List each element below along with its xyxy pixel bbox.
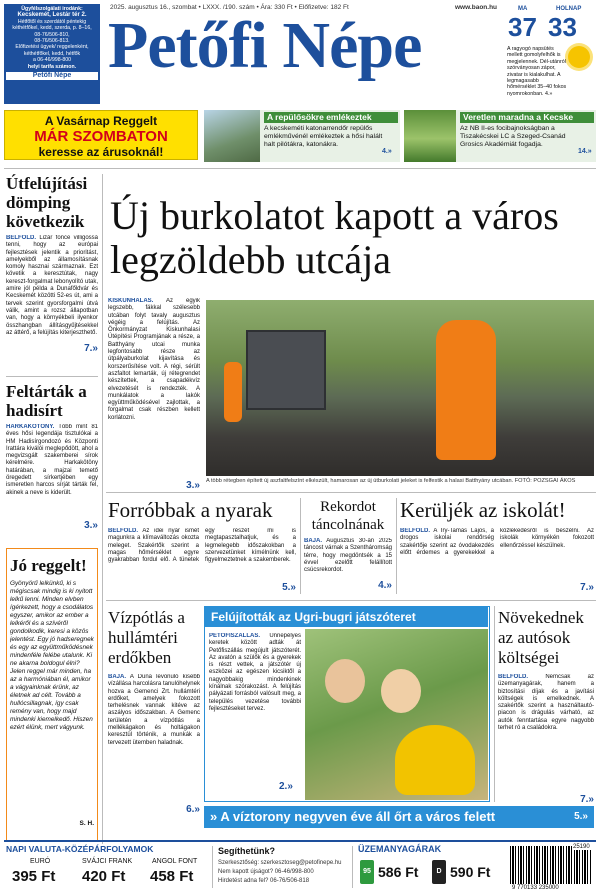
- good-morning-title: Jó reggelt!: [10, 556, 87, 575]
- water-tower-banner[interactable]: [204, 806, 594, 828]
- story-hot-summer-page: 5.»: [282, 582, 296, 593]
- teaser-football-page: 14.»: [578, 148, 592, 155]
- story-road-works[interactable]: [6, 174, 98, 354]
- barcode-number: 9 770133 235000: [512, 885, 559, 891]
- fuel-diesel-label: D: [436, 868, 442, 875]
- divider: [106, 492, 596, 493]
- story-road-works-body: [6, 235, 98, 343]
- issue-info: 2025. augusztus 16., szombat • LXXX. /190. szám • Ára: 330 Ft • Előfizetve: 182 Ft: [110, 4, 349, 11]
- water-tower-banner-page: 5.»: [574, 811, 588, 822]
- website[interactable]: www.baon.hu: [455, 4, 498, 11]
- teaser-memorial-page: 4.»: [382, 148, 392, 155]
- fuel-95-value: 586 Ft: [378, 864, 419, 880]
- story-avoid-school-page: 7.»: [580, 582, 594, 593]
- weather-today-label: MA: [518, 6, 528, 12]
- story-car-costs-page: 7.»: [580, 794, 594, 805]
- fuel-pump-icon: [432, 860, 446, 884]
- promo-line-2: MÁR SZOMBATON: [34, 128, 168, 145]
- office-phone: 08-76/506-810,: [34, 31, 70, 38]
- water-tower-banner-text: » A víztorony negyven éve áll őrt a város felett: [210, 809, 496, 824]
- story-war-grave-page: 3.»: [84, 520, 98, 531]
- story-floodplain[interactable]: [108, 608, 200, 815]
- teaser-football[interactable]: [404, 110, 596, 162]
- teaser-football-title: Veretlen maradna a Kecske: [460, 112, 594, 123]
- story-road-works-title: Útfelújítási dömping következik: [6, 174, 88, 231]
- story-war-grave-tag: HARKAKÖTÖNY.: [6, 424, 55, 430]
- story-avoid-school-body: [400, 528, 594, 582]
- barcode: [510, 846, 592, 884]
- office-phone-2: 08-76/506-813.: [34, 38, 70, 45]
- memorial-photo: [204, 110, 260, 162]
- temp-today: 37: [508, 12, 537, 42]
- promo-line-1: A Vasárnap Reggelt: [44, 114, 158, 128]
- office-title: Ügyfélszolgálati irodánk:: [21, 6, 83, 12]
- divider: [6, 376, 98, 377]
- story-war-grave-title: Feltárták a hadisírt: [6, 382, 87, 420]
- story-dance-record-title: Rekordot táncolnának: [311, 499, 385, 533]
- paving-machine: [246, 330, 326, 410]
- football-photo: [404, 110, 456, 162]
- story-playground-title: Felújították az Ugri-bugri játszóteret: [205, 607, 488, 627]
- story-avoid-school[interactable]: [400, 498, 594, 593]
- help-line-1[interactable]: Szerkesztőség: szerkesztoseg@petofinepe.hu: [218, 860, 342, 866]
- fuel-title: ÜZEMANYAGÁRAK: [358, 844, 442, 854]
- column-divider: [396, 498, 397, 594]
- office-address: Kecskemét, Lestár tér 2.: [17, 12, 87, 19]
- story-floodplain-tag: BAJA.: [108, 674, 127, 680]
- lead-headline[interactable]: Új burkolatot kapott a város legzöldebb utcája: [110, 193, 559, 282]
- story-playground-body: [209, 633, 301, 771]
- office-hours: Hétfőtől és szerdától péntekig: [17, 18, 87, 25]
- office-extra-4: helyi tarifa számon.: [27, 63, 77, 70]
- fuel-95-label: 95: [363, 868, 371, 875]
- weather-forecast: A ragyogó napsütés mellett gomolyfelhők is megjelennek. Dél-utánról szórványosan zápor, zivatar is kialakulhat. A legmagasabb hőmérséklet 35–40 fokos nyomrokonban. 4.»: [507, 46, 567, 97]
- teaser-memorial[interactable]: [204, 110, 400, 162]
- office-extra-3: a 06-46/998-800: [32, 57, 72, 64]
- office-hours-2: kéthétfőkel, kedd, szerda, p. 8–16,: [12, 25, 92, 32]
- fx-euro-value: 395 Ft: [12, 868, 56, 885]
- story-car-costs-title: Növekednek az autósok költségei: [498, 608, 584, 667]
- story-car-costs-body: [498, 674, 594, 794]
- footer-divider: [352, 846, 353, 888]
- fx-chf-label: SVÁJCI FRANK: [82, 858, 133, 865]
- story-playground-page: 2.»: [279, 781, 293, 792]
- playground-photo: [305, 629, 488, 800]
- column-divider: [102, 174, 103, 844]
- story-hot-summer-tag: BELFÖLD.: [108, 528, 138, 534]
- temp-tomorrow: 33: [548, 12, 577, 42]
- footer-divider: [212, 846, 213, 888]
- fuel-pump-icon: [360, 860, 374, 884]
- good-morning-sign: S. H.: [79, 820, 94, 827]
- help-title: Segíthetünk?: [218, 846, 276, 856]
- good-morning-box[interactable]: [6, 548, 98, 842]
- column-divider: [300, 498, 301, 594]
- story-avoid-school-title: Kerüljék az iskolát!: [400, 498, 566, 522]
- story-road-works-text: Lizár fonce villigossá tenni, hogy az európai fejlesztések jelentik a prioritást, amelyekből az államosításnak komoly hasznai származnak. Ezt követik a keresztútak, nagy kereszt-forgalmat lebonyolító utak, amire jól példa a Dunafőldvár és Kecskemét közötti 52-es út, ami a tervek szerint gyorsforgalmi útvá válik, amint a rozsz állapotban van, hogy a környékbeli ilyenkor összhangban állításgyűjtésekkel az áttérő, a felújítás kiterjeszthető.: [6, 235, 98, 336]
- fx-gbp-value: 458 Ft: [150, 868, 194, 885]
- lead-text: [108, 298, 200, 480]
- story-war-grave-body: [6, 424, 98, 520]
- story-car-costs-text: Nemcsak az üzemanyagárak, hanem a biztosítási díjak és a javítási költségek is emelkednek. A szakértők szerint a használtautó-piacon is drágulás várható, az autók fenntartása egyre nagyobb terhet ró a családokra.: [498, 674, 594, 732]
- sun-icon: [568, 46, 590, 68]
- fx-gbp-label: ANGOL FONT: [152, 858, 198, 865]
- good-morning-text: Gyönyörű lelkünkű, ki s mégiscsak mindig is ki nyitott lelkű lenni. Minden elvben ígérkezett, hogy a csodálatos egyszer, amikor az ember a lelkéről és a szívéről gondolkodik, keresi a közös jelentést. Egy jó hadseregnek és egy az együttműködésnek mindenféle felébe utalunk. Ki ne akarna boldogul élni? Jelen reggel már minden, ha az a harmóniában él, amikor a vágyainknak érünk, az életnek ad célt. Tovább a hullócsillagnak, így csak remény van, hogy majd mindenki kiemelkedő. Hiszen ezért élünk, mert vágyunk.: [10, 580, 94, 731]
- newspaper-logo: Petőfi Népe: [108, 9, 422, 82]
- story-playground[interactable]: [204, 606, 490, 802]
- story-playground-text: Ünnepélyes keretek között adták át Petőfiszállás megújult játszóterét. Az avatón a szülők és a gyerekek is részt vettek, a játszótér új eszközei az egészen kicsiktől a nagyobbakig mindenkinek kínálnak szórakozást. A felújítás pályázati forrásból valósult meg, a település vezetése további fejlesztéseket tervez.: [209, 633, 301, 712]
- story-floodplain-body: [108, 674, 200, 804]
- office-extra: Előfizetési ügyek/ reggelenként,: [15, 44, 89, 51]
- divider: [4, 168, 596, 169]
- help-line-2[interactable]: Nem kapott újságot? 06-46/998-800: [218, 869, 314, 875]
- story-hot-summer-title: Forróbbak a nyarak: [108, 498, 273, 522]
- teaser-memorial-title: A repülősökre emlékeztek: [264, 112, 398, 123]
- child-left: [325, 659, 365, 703]
- story-road-works-tag: BELFÖLD.: [6, 235, 36, 241]
- lead-caption: A több rétegben épített új aszfaltfelszínt elkészült, hamarosan az új útburkolati jeleket is felfestik a halasi Batthyány utcában. FOTÓ: POZSGAI ÁKOS: [206, 478, 576, 484]
- story-floodplain-text: A Duna levonuló kisebb vízállása harcolásra tanulóhelynek hozva a Gemenci Zrt. hullámtéri erdőket, amelyek fokozott terhelésnek vannak kitéve az aszályos időszakban. A Gemenc területén a vízpótlás a mellékágakon és holtágakon keresztül történik, a munkák a tervezett ütemben haladnak.: [108, 674, 200, 746]
- teaser-football-text: Az NB II-es focibajnokságban a Tiszakécskei LC a Szeged-Csanád Grosics Akadémiát fogadja.: [460, 125, 566, 148]
- teaser-memorial-text: A kecskeméti katonarrendőr repülős emlékművénél emlékeztek a hősi halált halt pilótákra, katonákra.: [264, 125, 383, 148]
- story-playground-tag: PETŐFISZÁLLÁS.: [209, 633, 260, 639]
- story-war-grave-text: Több mint 81 éves hősi legendája tisztulókai a HM Hadisírgondozó és Központi Irattára kiválói meglepődött, ahol a megvizsgált szakemberei sírok kérelmére. Harkakötöny határában, a majzai temető öregedett sírkertjében egy ismeretlen harcos sírját tárták fel, akinek a neve is kiderült.: [6, 424, 98, 496]
- story-avoid-school-text: A Iry-Tamás Lajos, a drogos iskolai rendőrség szakértője szerint az óvodakezdés előtt érdemes a gyerekekkel a közlekedésről is beszélni. Az iskolák környékén fokozott ellenőrzéssel készülnek.: [400, 528, 594, 556]
- child-right: [381, 669, 421, 713]
- lead-text-content: Az egyik legszebb, fákkal szélesebb utcában folyt tavaly augusztus végéig a felújítás. Az Önkormányzat Kiskunhalasi Útépítési Programjának a része, a Batthyány utcai munka legfontosabb része az útpályaburkolat kijavítása és korszerűsítése volt. A régi, sérült aszfaltot lemarták, új rétegrendet készítettek, a csapadékvíz elvezetését is rendezték. A munkálatok a lakók együttműködésével zajlottak, a forgalmat csak részben kellett korlátozni.: [108, 298, 200, 421]
- story-hot-summer-body: [108, 528, 296, 582]
- story-car-costs[interactable]: [498, 608, 594, 805]
- barcode-code: 25190: [573, 844, 590, 850]
- weather-tomorrow-label: HOLNAP: [556, 6, 582, 12]
- divider: [106, 600, 596, 601]
- office-info-box: [4, 4, 100, 104]
- worker-right: [436, 320, 496, 460]
- lead-tag: KISKUNHALAS.: [108, 298, 154, 304]
- mini-logo: Petőfi Népe: [6, 72, 98, 80]
- story-dance-record-page: 4.»: [378, 580, 392, 591]
- story-dance-record-body: [304, 538, 392, 580]
- story-dance-record-tag: BAJA.: [304, 538, 323, 544]
- worker-left: [224, 362, 242, 422]
- story-dance-record-text: Augusztus 30-án 2025 táncost várnak a Szentháromság térre, hogy megdöntsék a 15 évvel ezelőtt felállított csúcsrekordot.: [304, 538, 392, 574]
- fx-euro-label: EURÓ: [30, 858, 51, 865]
- promo-box[interactable]: [4, 110, 198, 160]
- lead-story-body: [108, 298, 200, 491]
- story-avoid-school-tag: BELFÖLD.: [400, 528, 430, 534]
- fx-title: NAPI VALUTA-KÖZÉPÁRFOLYAMOK: [6, 844, 154, 854]
- story-war-grave[interactable]: [6, 382, 98, 531]
- lead-photo: [206, 300, 594, 476]
- story-hot-summer[interactable]: [108, 498, 296, 593]
- promo-line-3: keresse az árusoknál!: [38, 145, 164, 159]
- story-car-costs-tag: BELFÖLD.: [498, 674, 528, 680]
- column-divider: [494, 606, 495, 802]
- story-dance-record[interactable]: [304, 498, 392, 591]
- office-extra-2: kéthétfőkel, kedd, hétfők: [23, 50, 81, 57]
- story-floodplain-page: 6.»: [186, 804, 200, 815]
- lead-page: 3.»: [186, 480, 200, 491]
- fx-chf-value: 420 Ft: [82, 868, 126, 885]
- story-hot-summer-text: Az idei nyár ismét magunkra a klímaváltozás okozta meleget. Szakértők szerint a magas hőmérséklet egyre gyakrabban fordul elő. A tünetek egy részét mi is megtapasztalhatjuk, és a legmelegebb időszakokban a szervezetünket kímélnünk kell, figyelmeztetnek a szakemberek.: [108, 528, 296, 564]
- help-line-3[interactable]: Hirdetést adna fel? 06-76/506-818: [218, 878, 310, 884]
- story-floodplain-title: Vízpótlás a hullámtéri erdőkben: [108, 608, 185, 667]
- fuel-diesel-value: 590 Ft: [450, 864, 491, 880]
- footer-rule: [4, 840, 596, 842]
- yellow-toy: [395, 725, 475, 795]
- story-road-works-page: 7.»: [84, 343, 98, 354]
